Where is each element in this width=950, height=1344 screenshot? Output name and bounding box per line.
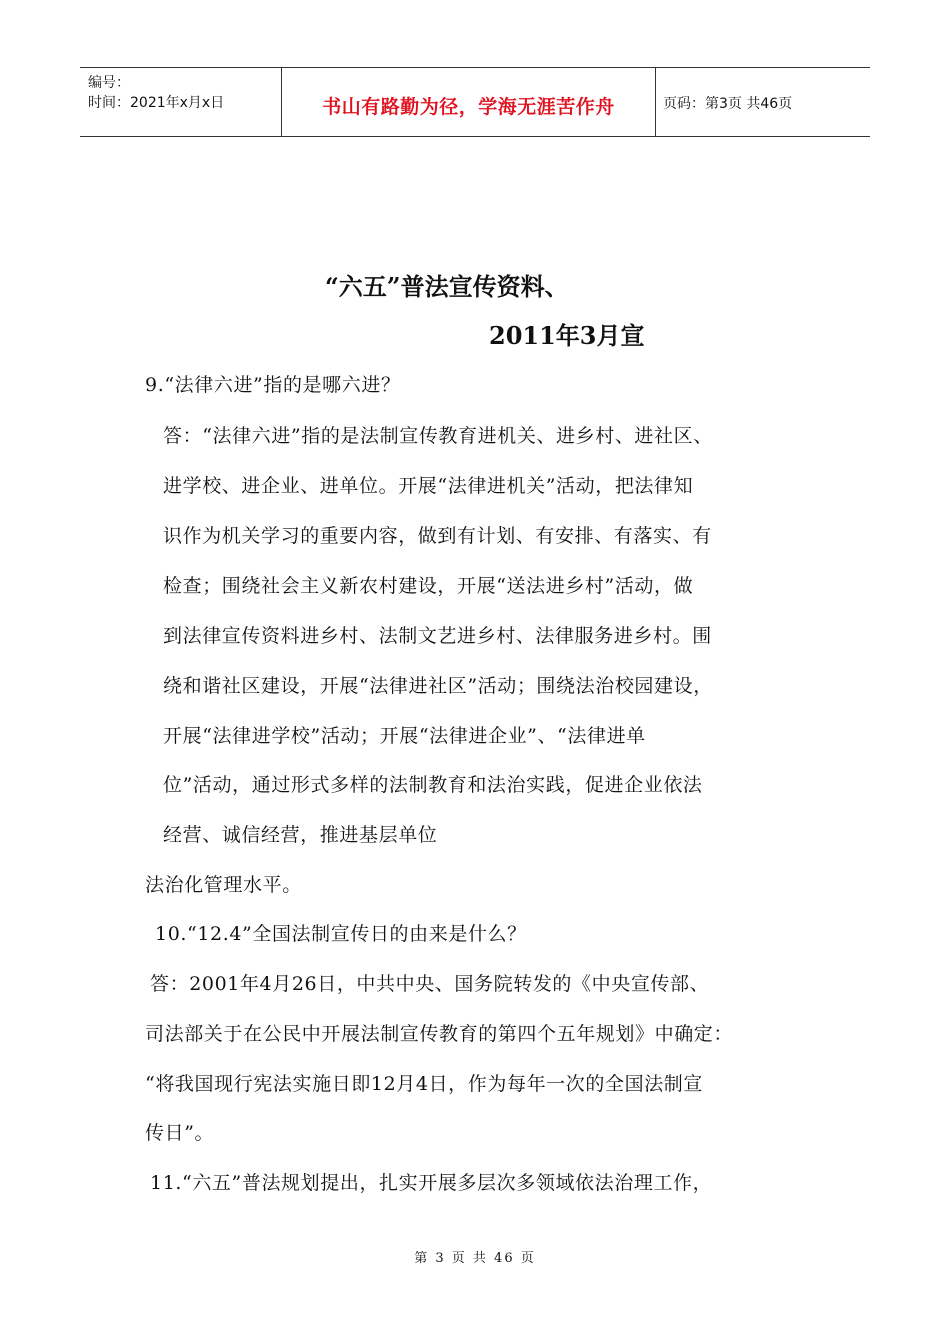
question-10: 10.“12.4”全国法制宣传日的由来是什么？: [155, 923, 527, 945]
header-page-cell: [655, 68, 870, 136]
body-line: 识作为机关学习的重要内容，做到有计划、有安排、有落实、有: [163, 525, 712, 547]
number-label: 编号：: [88, 75, 130, 91]
body-line: 位”活动，通过形式多样的法制教育和法治实践，促进企业依法: [163, 774, 703, 796]
body-line: 经营、诚信经营，推进基层单位: [163, 824, 438, 846]
body-line: 检查；围绕社会主义新农村建设，开展“送法进乡村”活动，做: [163, 575, 694, 597]
body-line: 开展“法律进学校”活动；开展“法律进企业”、“法律进单: [163, 725, 646, 747]
question-11: 11.“六五”普法规划提出，扎实开展多层次多领域依法治理工作，: [150, 1172, 713, 1194]
time-label: 时间：2021年x月x日: [88, 95, 225, 111]
body-line: 答：“法律六进”指的是法制宣传教育进机关、进乡村、进社区、: [163, 425, 713, 447]
body-line: “将我国现行宪法实施日即12月4日，作为每年一次的全国法制宣: [145, 1073, 703, 1095]
header-meta-cell: [80, 68, 281, 136]
header-motto-cell: [281, 68, 656, 136]
document-title: “六五”普法宣传资料、: [325, 272, 569, 301]
body-line: 法治化管理水平。: [145, 874, 302, 896]
body-line: 答：2001年4月26日，中共中央、国务院转发的《中央宣传部、: [150, 973, 710, 995]
question-9: 9.“法律六进”指的是哪六进？: [145, 374, 401, 396]
document-subtitle: 2011年3月宣: [489, 321, 645, 350]
body-line: 到法律宣传资料进乡村、法制文艺进乡村、法律服务进乡村。围: [163, 625, 712, 647]
body-line: 进学校、进企业、进单位。开展“法律进机关”活动，把法律知: [163, 475, 694, 497]
body-line: 司法部关于在公民中开展法制宣传教育的第四个五年规划》中确定：: [145, 1023, 734, 1045]
page-footer: 第 3 页 共 46 页: [414, 1251, 536, 1266]
body-line: 绕和谐社区建设，开展“法律进社区”活动；围绕法治校园建设，: [163, 675, 713, 697]
motto: 书山有路勤为径，学海无涯苦作舟: [322, 96, 615, 118]
header-table: [80, 67, 870, 137]
body-line: 传日”。: [145, 1122, 215, 1144]
page-info: 页码：第3页 共46页: [663, 96, 793, 112]
